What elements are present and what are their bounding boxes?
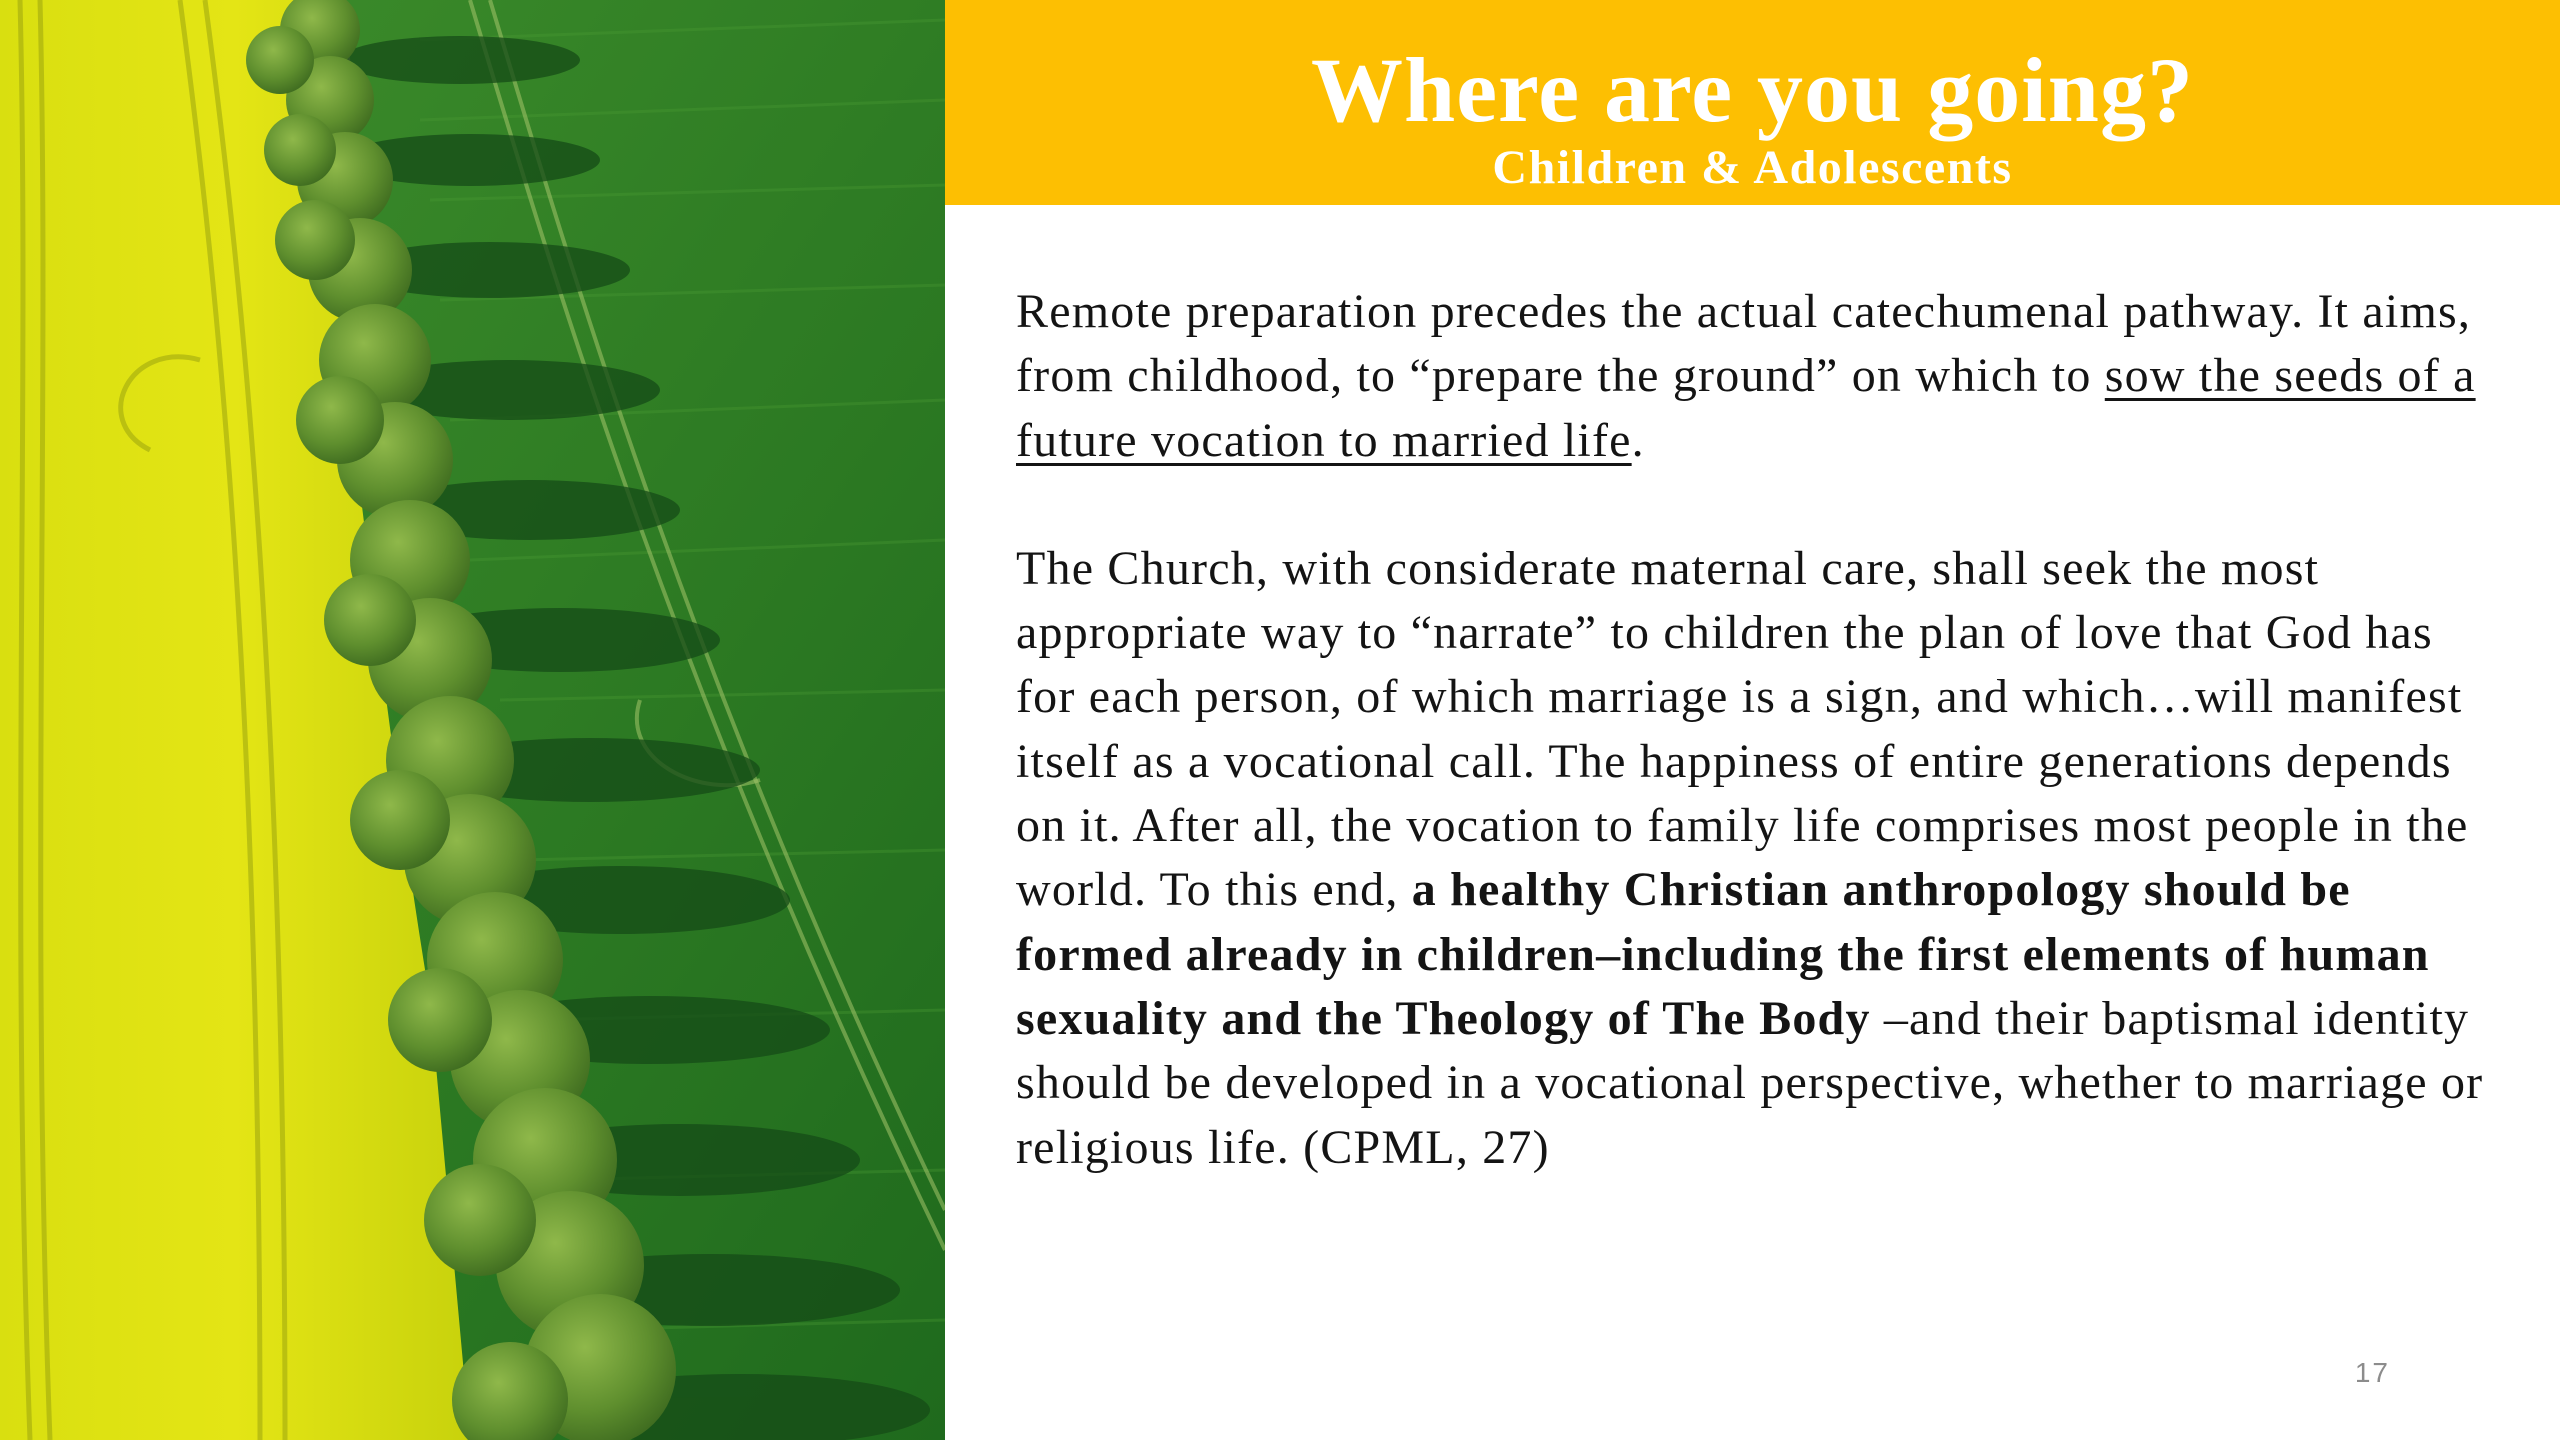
paragraph-2-end: –and their baptismal identity should be developed in a vocational perspective, whether to marriage or religious life. (CPML, 27) — [1016, 991, 2484, 1174]
paragraph-2-text: The Church, with considerate maternal care, shall seek the most appropriate way to “narrate” to children the plan of love that God has for each person, of which marriage is a sign, and which…will manifest itself as a vocational call. The happiness of entire generations depends on it. After all, the vocation to family life comprises most people in the world. To this end, — [1016, 541, 2469, 917]
page-number: 17 — [2354, 1357, 2390, 1388]
aerial-field-photo — [0, 0, 945, 1440]
paragraph-church-care — [1016, 537, 2496, 1180]
paragraph-spacer — [1016, 473, 2496, 537]
page-subtitle: Children & Adolescents — [1492, 141, 2013, 194]
paragraph-remote-preparation — [1016, 280, 2496, 473]
paragraph-1-text: Remote preparation precedes the actual catechumenal pathway. It aims, from childhood, to “prepare the ground” on which to — [1016, 285, 2472, 403]
slide-content — [1016, 280, 2496, 1180]
page-title: Where are you going? — [1311, 39, 2194, 141]
header-band — [945, 0, 2560, 205]
paragraph-1-end: . — [1631, 413, 1645, 467]
aerial-field-illustration — [0, 0, 945, 1440]
bold-phrase: a healthy Christian anthropology should be formed already in children–including the first elements of human sexuality and the Theology of The Body — [1016, 863, 2430, 1045]
underlined-phrase: sow the seeds of a future vocation to married life — [1016, 349, 2476, 467]
